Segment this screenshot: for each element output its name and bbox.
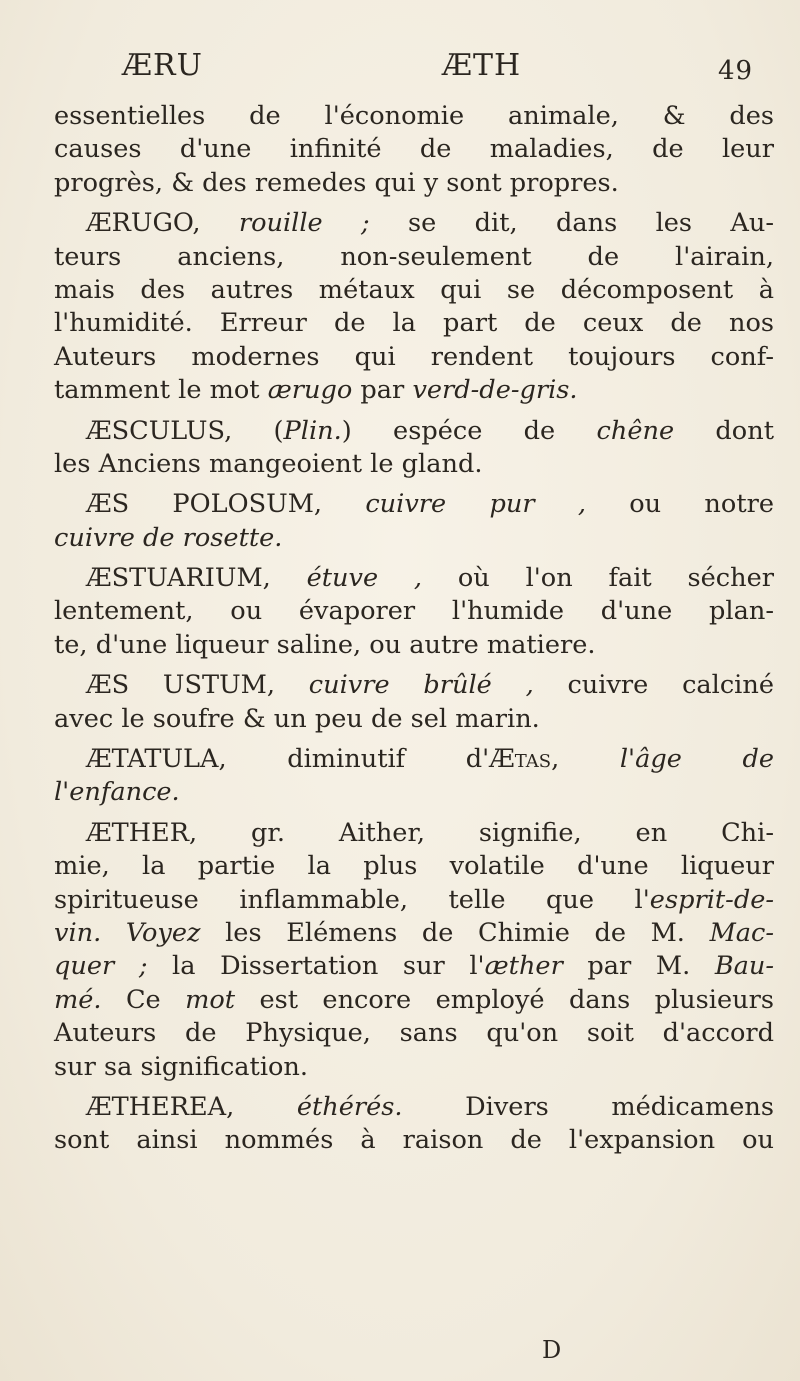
text-run: mie, la partie la plus volatile d'une liqueur — [54, 851, 774, 882]
text-run: te, d'une liqueur saline, ou autre matiere. — [54, 629, 596, 660]
text-run: dont — [674, 415, 774, 446]
text-run: Ætas — [489, 744, 552, 775]
text-run: mot — [185, 984, 236, 1015]
text-line — [54, 1051, 774, 1084]
text-run: ÆRUGO, — [86, 208, 239, 239]
text-run: cuivre de rosette. — [54, 522, 283, 553]
signature-mark: D — [542, 1336, 562, 1364]
text-run: ÆTHER, gr. Aither, signifie, en Chi- — [86, 817, 774, 848]
text-run: Bau- — [714, 951, 775, 982]
text-run: , — [551, 744, 620, 775]
text-run: où l'on fait sécher — [422, 563, 774, 594]
text-run: l'enfance. — [54, 777, 180, 808]
text-line — [54, 341, 774, 374]
entry-aerugo-line — [54, 207, 774, 240]
text-run: Ce — [101, 984, 186, 1015]
entry-aes-ustum-line — [54, 669, 774, 702]
text-run: ou notre — [585, 489, 774, 520]
text-line — [54, 100, 774, 133]
text-run: l'âge de — [619, 744, 774, 775]
text-run: verd-de-gris. — [412, 375, 578, 406]
running-head-left: ÆRU — [122, 48, 203, 83]
text-run: Plin. — [283, 415, 342, 446]
text-line — [54, 917, 774, 950]
text-run: ÆSCULUS, ( — [86, 415, 284, 446]
text-line — [54, 307, 774, 340]
text-run: cuivre pur , — [365, 489, 586, 520]
text-line — [54, 1017, 774, 1050]
text-line — [54, 950, 774, 983]
text-run: les Anciens mangeoient le gland. — [54, 448, 483, 479]
text-run: æther — [484, 951, 563, 982]
text-line — [54, 133, 774, 166]
text-run: se dit, dans les Au- — [369, 208, 774, 239]
text-run: quer ; — [54, 951, 148, 982]
text-line — [54, 850, 774, 883]
text-run: sont ainsi nommés à raison de l'expansion ou — [54, 1125, 774, 1156]
text-run: lentement, ou évaporer l'humide d'une plan- — [54, 596, 774, 627]
entry-aetherea-line — [54, 1091, 774, 1124]
text-run: chêne — [596, 415, 675, 446]
text-run: ærugo — [267, 375, 353, 406]
text-run: rouille ; — [238, 208, 370, 239]
text-run: sur sa signification. — [54, 1051, 309, 1082]
running-head — [0, 48, 800, 92]
text-line — [54, 522, 774, 555]
text-run: la Dissertation sur l' — [147, 951, 485, 982]
text-line — [54, 595, 774, 628]
entry-aetatula-line — [54, 743, 774, 776]
text-run: Divers médicamens — [402, 1091, 774, 1122]
text-line — [54, 1124, 774, 1157]
entry-aestuarium-line — [54, 562, 774, 595]
text-run: Mac- — [709, 917, 775, 948]
text-run: est encore employé dans plusieurs — [235, 984, 774, 1015]
entry-aether-line — [54, 817, 774, 850]
text-line — [54, 629, 774, 662]
text-run: teurs anciens, non-seulement de l'airain, — [54, 241, 774, 272]
text-run: progrès, & des remedes qui y sont propres. — [54, 167, 619, 198]
text-line — [54, 274, 774, 307]
text-run: par M. — [562, 951, 715, 982]
text-run: spiritueuse inflammable, telle que l' — [54, 884, 650, 915]
text-run: tamment le mot — [54, 375, 268, 406]
text-run: causes d'une infinité de maladies, de leur — [54, 134, 774, 165]
text-line — [54, 448, 774, 481]
text-line — [54, 703, 774, 736]
text-run: ÆTATULA, diminutif d' — [86, 744, 490, 775]
text-run: cuivre calciné — [533, 670, 774, 701]
text-run: Auteurs modernes qui rendent toujours conf- — [54, 341, 774, 372]
text-run: ÆTHEREA, — [86, 1091, 297, 1122]
text-line — [54, 984, 774, 1017]
entry-aes-polosum-line — [54, 488, 774, 521]
text-line — [54, 241, 774, 274]
text-run: essentielles de l'économie animale, & des — [54, 101, 774, 131]
entry-aesculus-line — [54, 415, 774, 448]
text-run: vin. Voyez — [54, 917, 201, 948]
text-run: avec le soufre & un peu de sel marin. — [54, 703, 540, 734]
text-run: ÆSTUARIUM, — [86, 563, 307, 594]
text-line — [54, 167, 774, 200]
text-run: ÆS USTUM, — [86, 670, 309, 701]
text-run: éthérés. — [296, 1091, 403, 1122]
text-line — [54, 884, 774, 917]
text-run: ) espéce de — [341, 415, 597, 446]
text-run: mé. — [54, 984, 102, 1015]
text-line — [54, 374, 774, 407]
dictionary-text — [54, 100, 774, 1158]
page-number: 49 — [718, 56, 754, 86]
running-head-right: ÆTH — [442, 48, 522, 83]
text-run: cuivre brûlé , — [308, 670, 534, 701]
text-run: par — [352, 375, 413, 406]
text-line — [54, 776, 774, 809]
text-run: étuve , — [306, 563, 423, 594]
text-run: mais des autres métaux qui se décomposent à — [54, 274, 774, 305]
text-run: esprit-de- — [649, 884, 774, 915]
text-run: ÆS POLOSUM, — [86, 489, 366, 520]
text-run: Auteurs de Physique, sans qu'on soit d'accord — [54, 1018, 774, 1049]
text-run: l'humidité. Erreur de la part de ceux de nos — [54, 308, 774, 339]
text-run: les Elémens de Chimie de M. — [200, 917, 710, 948]
